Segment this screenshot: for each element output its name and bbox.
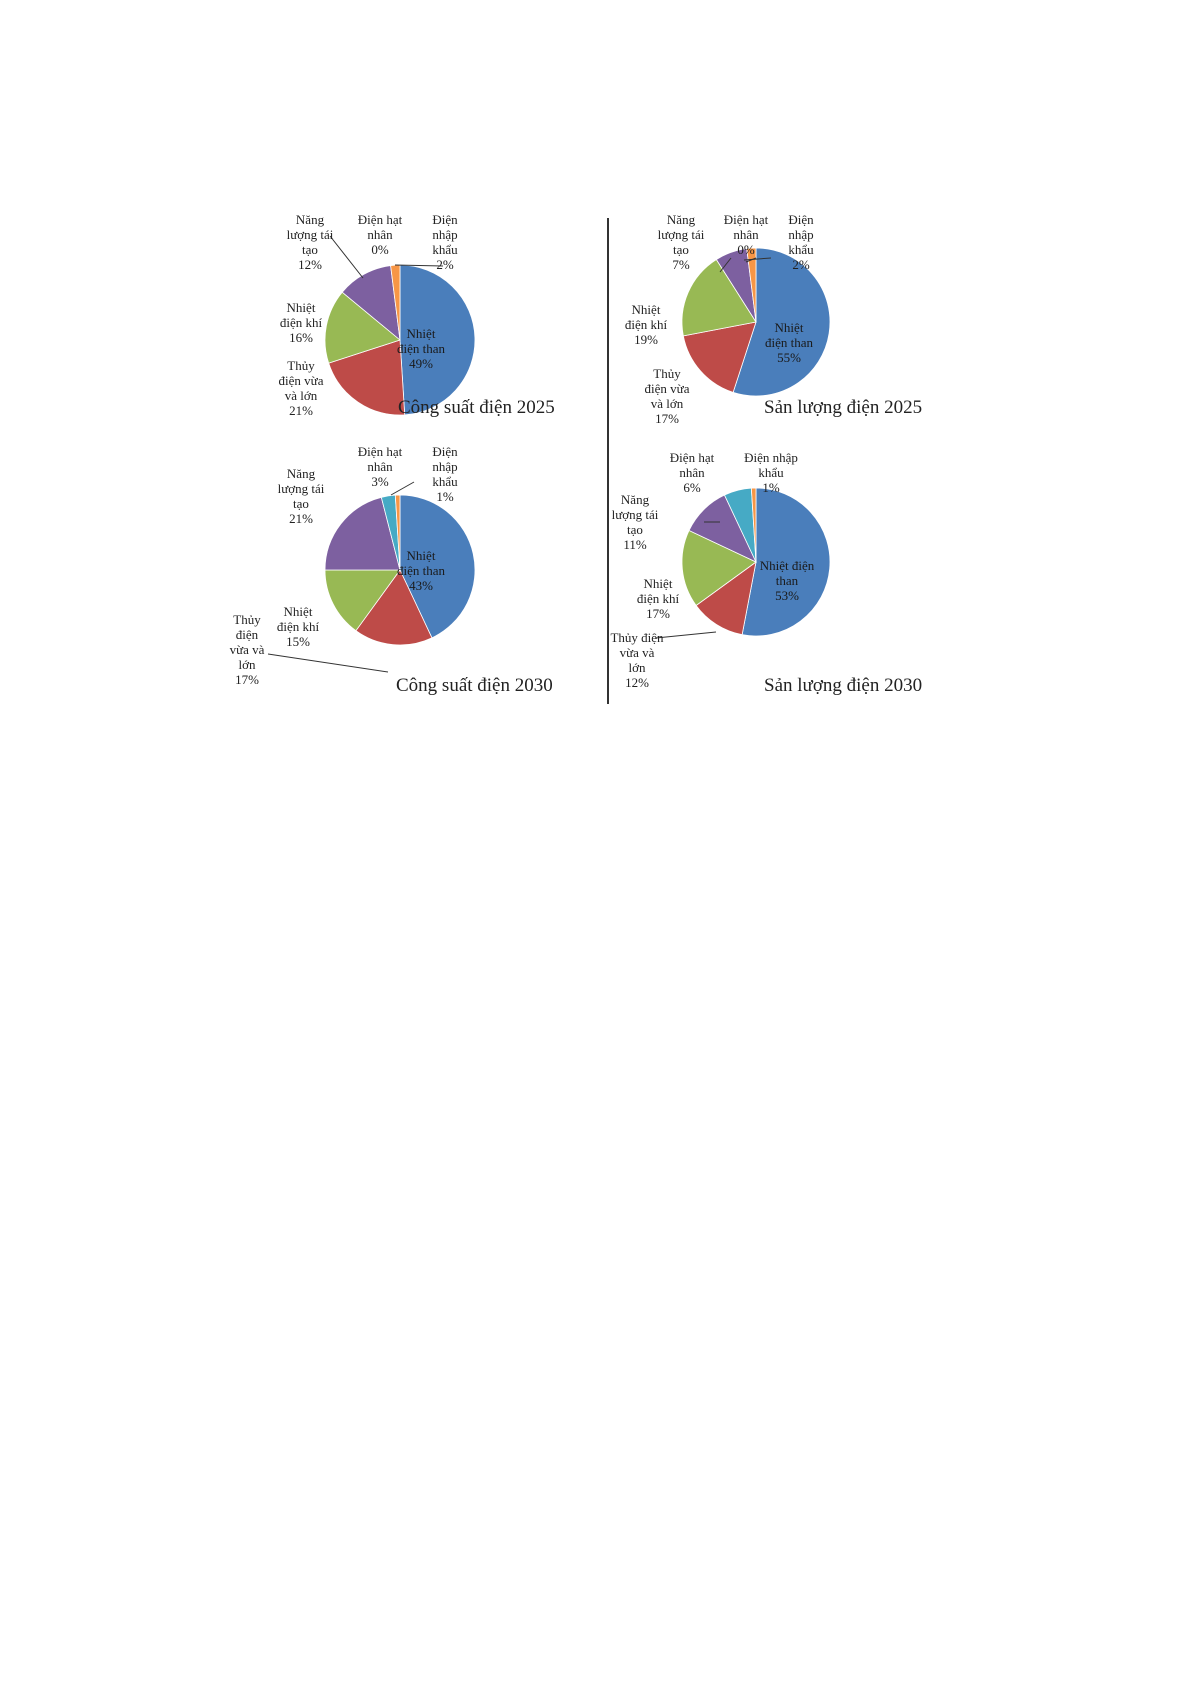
slice-label-6: Điện nhập khẩu 1%	[432, 444, 458, 504]
slice-label-1: Nhiệt điện than 55%	[764, 320, 813, 365]
pie-chart-3	[229, 444, 608, 702]
slice-label-3: Nhiệt điện khí 17%	[636, 576, 680, 621]
slice-label-6: Điện nhập khẩu 1%	[744, 450, 798, 495]
pie-chart-4	[610, 450, 986, 702]
pie-chart-2	[616, 212, 986, 458]
slice-label-6: Điện nhập khẩu 2%	[788, 212, 814, 272]
slice-label-4: Năng lượng tái tạo 11%	[611, 492, 659, 552]
slice-label-5: Điện hạt nhân 6%	[669, 450, 715, 495]
slice-label-5: Điện hạt nhân 0%	[723, 212, 769, 257]
slice-label-2: Thủy điện vừa và lớn 21%	[278, 358, 324, 418]
slice-label-3: Nhiệt điện khí 15%	[276, 604, 320, 649]
pie-chart-1	[238, 212, 608, 458]
chart-title: Sản lượng điện 2025	[764, 397, 923, 418]
slice-label-1: Nhiệt điện than 49%	[396, 326, 445, 371]
slice-label-1: Nhiệt điện than 43%	[396, 548, 445, 593]
slice-label-5: Điện hạt nhân 3%	[357, 444, 403, 489]
slice-label-2: Thủy điện vừa và lớn 12%	[610, 630, 664, 690]
slice-label-5: Điện hạt nhân 0%	[357, 212, 403, 257]
slice-label-3: Nhiệt điện khí 16%	[279, 300, 323, 345]
slice-label-4: Năng lượng tái tạo 21%	[277, 466, 325, 526]
slice-label-6: Điện nhập khẩu 2%	[432, 212, 458, 272]
slice-label-3: Nhiệt điện khí 19%	[624, 302, 668, 347]
chart-title: Công suất điện 2030	[396, 675, 553, 696]
leader-line	[268, 654, 388, 672]
chart-title: Sản lượng điện 2030	[764, 675, 923, 696]
chart-title: Công suất điện 2025	[398, 397, 555, 418]
slice-label-2: Thủy điện vừa và lớn 17%	[229, 612, 265, 687]
slice-label-1: Nhiệt điện than 53%	[759, 558, 815, 603]
slice-label-4: Năng lượng tái tạo 7%	[657, 212, 705, 272]
slice-label-2: Thủy điện vừa và lớn 17%	[644, 366, 690, 426]
slice-label-4: Năng lượng tái tạo 12%	[286, 212, 334, 272]
